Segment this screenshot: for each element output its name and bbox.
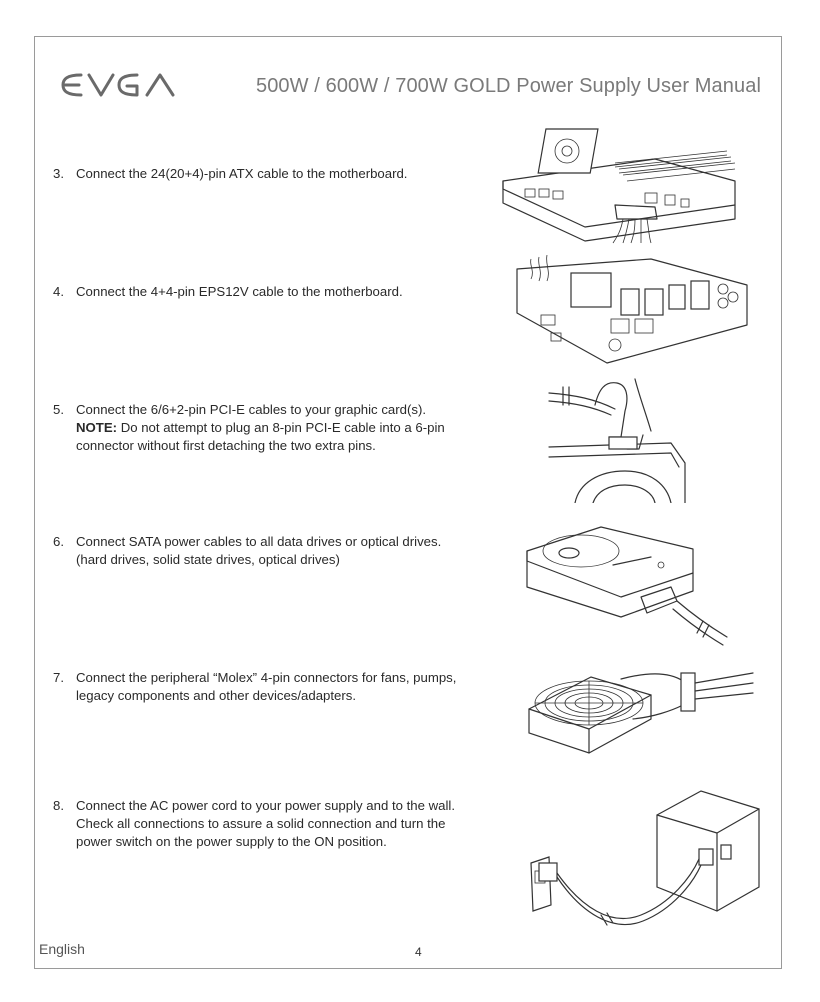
psu-ac-cord-icon — [521, 787, 761, 937]
motherboard-eps-cable-icon — [511, 255, 751, 367]
step-number: 3. — [53, 166, 64, 181]
step-text: (hard drives, solid state drives, optical drives) — [76, 552, 340, 567]
note-line — [76, 419, 503, 437]
evga-logo — [57, 67, 187, 103]
step-5 — [53, 401, 503, 455]
step-7 — [53, 669, 503, 705]
step-text: Connect the 6/6+2-pin PCI-E cables to your graphic card(s). — [76, 402, 427, 417]
manual-title: 500W / 600W / 700W GOLD Power Supply User Manual — [255, 75, 761, 97]
step-6 — [53, 533, 503, 569]
step-number: 8. — [53, 798, 64, 813]
step-text: Connect the AC power cord to your power supply and to the wall. — [76, 798, 455, 813]
step-text: Connect SATA power cables to all data drives or optical drives. — [76, 534, 442, 549]
note-text: Do not attempt to plug an 8-pin PCI-E cable into a 6-pin — [120, 420, 445, 435]
step-text: power switch on the power supply to the ON position. — [76, 834, 387, 849]
step-text: Check all connections to assure a solid connection and turn the — [76, 816, 446, 831]
step-text: legacy components and other devices/adapters. — [76, 688, 357, 703]
fan-molex-icon — [521, 659, 757, 779]
step-number: 4. — [53, 284, 64, 299]
step-3 — [53, 165, 503, 183]
step-4 — [53, 283, 503, 301]
step-text: Connect the peripheral “Molex” 4-pin connectors for fans, pumps, — [76, 670, 457, 685]
note-text: connector without first detaching the two extra pins. — [76, 438, 376, 453]
step-number: 5. — [53, 402, 64, 417]
manual-page — [34, 36, 782, 969]
step-text: Connect the 4+4-pin EPS12V cable to the motherboard. — [76, 284, 403, 299]
page-number: 4 — [415, 945, 422, 959]
step-number: 6. — [53, 534, 64, 549]
graphics-card-pcie-icon — [535, 375, 695, 503]
step-text: Connect the 24(20+4)-pin ATX cable to the motherboard. — [76, 166, 408, 181]
footer-language: English — [39, 941, 85, 957]
hard-drive-sata-icon — [521, 521, 731, 653]
note-label: NOTE: — [76, 420, 118, 435]
step-8 — [53, 797, 503, 851]
step-number: 7. — [53, 670, 64, 685]
motherboard-atx-cable-icon — [495, 123, 745, 245]
